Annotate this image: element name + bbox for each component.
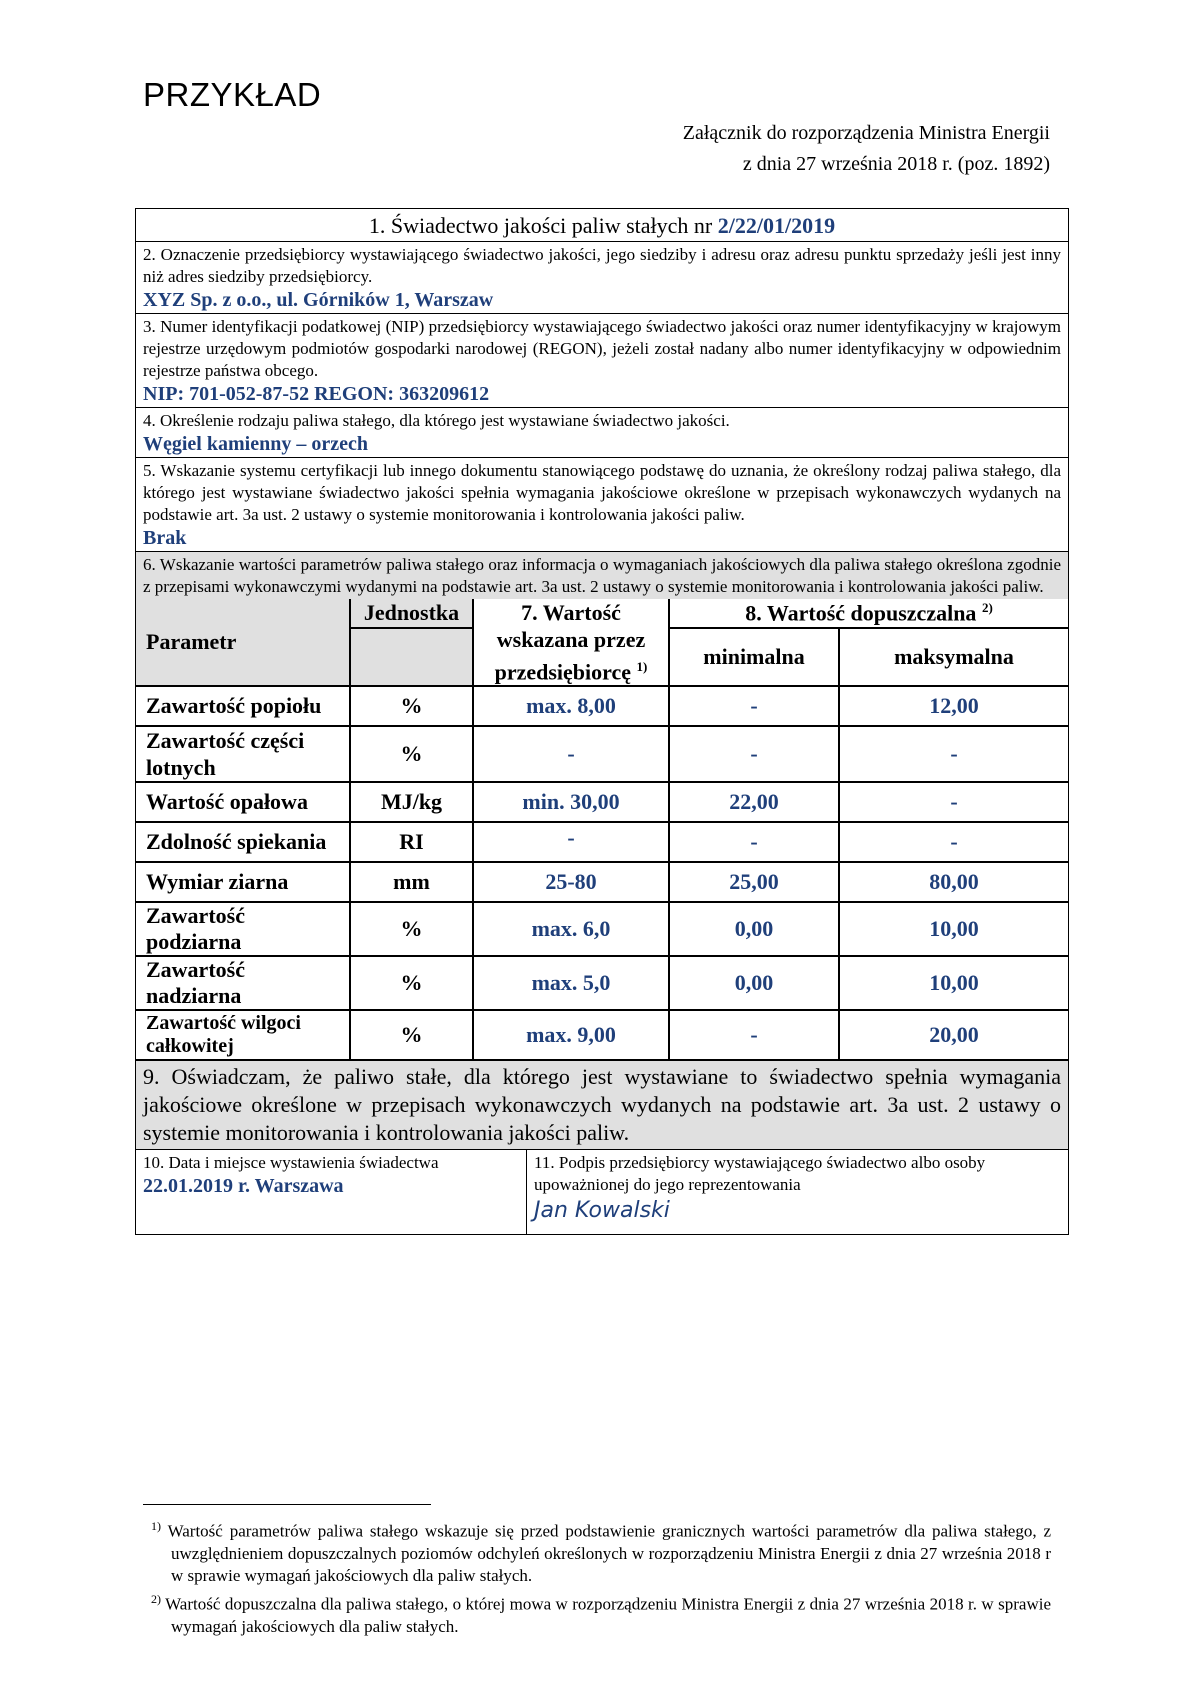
row-param: Zawartość części lotnych xyxy=(136,726,350,782)
row-unit: % xyxy=(350,956,473,1010)
header-parametr: Parametr xyxy=(136,599,350,686)
row-min: - xyxy=(669,726,839,782)
header-maksymalna: maksymalna xyxy=(839,628,1068,686)
footnote-1-text: Wartość parametrów paliwa stałego wskazuje się przed podstawienie granicznych wartości parametrów dla paliwa stałego, z uwzględnieniem dopuszczalnych poziomów odchyleń określonych w rozporządzeniu Ministra Energii z dnia 27 września 2018 r w sprawie wymagań jakościowych dla paliw stałych. xyxy=(167,1521,1051,1585)
header-minimalna: minimalna xyxy=(669,628,839,686)
row-value: max. 9,00 xyxy=(473,1010,669,1060)
section-3-value: NIP: 701-052-87-52 REGON: 363209612 xyxy=(143,383,490,405)
header-jednostka: Jednostka xyxy=(350,599,473,628)
section-9-declaration: 9. Oświadczam, że paliwo stałe, dla którego jest wystawiane to świadectwo spełnia wymagania jakościowe określone w przepisach wykonawczych wydanych na podstawie art. 3a ust. 2 ustawy o systemie monitorowania i kontrolowania jakości paliw. xyxy=(136,1061,1068,1150)
row-value: - xyxy=(473,726,669,782)
section-2-value: XYZ Sp. z o.o., ul. Górników 1, Warszaw xyxy=(143,289,494,311)
section-4 xyxy=(136,408,1068,458)
table-row xyxy=(136,862,1068,902)
section-4-label: 4. Określenie rodzaju paliwa stałego, dla którego jest wystawiane świadectwo jakości. xyxy=(143,411,730,430)
header-wartosc-wskazana-sup: 1) xyxy=(636,659,648,674)
watermark-heading: PRZYKŁAD xyxy=(143,76,322,113)
row-min: 0,00 xyxy=(669,956,839,1010)
annex-line-1: Załącznik do rozporządzenia Ministra Energii xyxy=(682,122,1050,144)
row-param: Wartość opałowa xyxy=(136,782,350,822)
row-unit: RI xyxy=(350,822,473,862)
row-max: 80,00 xyxy=(839,862,1068,902)
certificate-title xyxy=(136,209,1068,242)
footnote-2-text: Wartość dopuszczalna dla paliwa stałego, o której mowa w rozporządzeniu Ministra Energii z dnia 27 września 2018 r. w sprawie wymagań jakościowych dla paliw stałych. xyxy=(165,1594,1051,1636)
table-row xyxy=(136,726,1068,782)
row-min: - xyxy=(669,822,839,862)
row-unit: % xyxy=(350,726,473,782)
table-row xyxy=(136,1010,1068,1060)
row-param: Zawartość podziarna xyxy=(136,902,350,956)
section-11-label: 11. Podpis przedsiębiorcy wystawiającego świadectwo albo osoby upoważnionej do jego reprezentowania xyxy=(534,1153,986,1195)
annex-reference xyxy=(683,118,1050,180)
row-param: Zawartość wilgoci całkowitej xyxy=(136,1010,350,1060)
header-wartosc-dopuszczalna-label: 8. Wartość dopuszczalna xyxy=(745,600,977,626)
section-10-value: 22.01.2019 r. Warszawa xyxy=(143,1175,344,1198)
section-2-label: 2. Oznaczenie przedsiębiorcy wystawiającego świadectwo jakości, jego siedziby i adresu oraz adresu punktu sprzedaży jeśli jest inny niż adres siedziby przedsiębiorcy. xyxy=(143,245,1061,286)
row-min: 0,00 xyxy=(669,902,839,956)
row-param: Zawartość nadziarna xyxy=(136,956,350,1010)
row-param: Wymiar ziarna xyxy=(136,862,350,902)
row-unit: MJ/kg xyxy=(350,782,473,822)
row-max: - xyxy=(839,726,1068,782)
section-4-value: Węgiel kamienny – orzech xyxy=(143,433,368,455)
table-row xyxy=(136,956,1068,1010)
footnote-2 xyxy=(143,1588,1051,1638)
section-2 xyxy=(136,242,1068,314)
row-max: 20,00 xyxy=(839,1010,1068,1060)
row-value: max. 6,0 xyxy=(473,902,669,956)
footnote-2-mark: 2) xyxy=(151,1592,161,1606)
table-row xyxy=(136,782,1068,822)
footnote-separator xyxy=(143,1504,431,1505)
row-max: - xyxy=(839,822,1068,862)
row-param: Zdolność spiekania xyxy=(136,822,350,862)
footnote-1-mark: 1) xyxy=(151,1519,161,1533)
header-wartosc-wskazana xyxy=(473,599,669,686)
section-10-label: 10. Data i miejsce wystawienia świadectwa xyxy=(143,1153,439,1173)
section-5 xyxy=(136,458,1068,552)
table-row xyxy=(136,686,1068,726)
row-max: 10,00 xyxy=(839,902,1068,956)
certificate-form xyxy=(135,208,1069,1235)
row-min: - xyxy=(669,1010,839,1060)
row-unit: % xyxy=(350,1010,473,1060)
row-value: max. 8,00 xyxy=(473,686,669,726)
row-max: 12,00 xyxy=(839,686,1068,726)
table-row xyxy=(136,822,1068,862)
section-6-label: 6. Wskazanie wartości parametrów paliwa stałego oraz informacja o wymaganiach jakościowych dla paliwa stałego określona zgodnie z przepisami wykonawczymi wydanymi na podstawie art. 3a ust. 2 ustawy o systemie monitorowania i kontrolowania jakości paliw. xyxy=(143,555,1061,596)
row-unit: % xyxy=(350,902,473,956)
row-value: 25-80 xyxy=(473,862,669,902)
section-5-value: Brak xyxy=(143,527,187,549)
section-3 xyxy=(136,314,1068,408)
certificate-title-label: 1. Świadectwo jakości paliw stałych nr xyxy=(368,213,713,238)
header-jednostka-empty xyxy=(350,628,473,686)
section-11 xyxy=(527,1150,1068,1234)
section-6 xyxy=(136,552,1068,599)
header-wartosc-dopuszczalna-sup: 2) xyxy=(981,599,993,615)
table-row xyxy=(136,902,1068,956)
row-min: 22,00 xyxy=(669,782,839,822)
signature-row xyxy=(136,1150,1068,1234)
parameters-table xyxy=(136,599,1068,1061)
row-max: 10,00 xyxy=(839,956,1068,1010)
row-value: min. 30,00 xyxy=(473,782,669,822)
signature: Jan Kowalski xyxy=(534,1198,670,1224)
section-5-label: 5. Wskazanie systemu certyfikacji lub innego dokumentu stanowiącego podstawę do uznania, że określony rodzaj paliwa stałego, dla którego jest wystawiane świadectwo jakości spełnia wymagania jakościowe określone w przepisach wykonawczych wydanych na podstawie art. 3a ust. 2 ustawy o systemie monitorowania i kontrolowania jakości paliw. xyxy=(143,461,1061,524)
header-wartosc-dopuszczalna xyxy=(669,599,1068,628)
row-param: Zawartość popiołu xyxy=(136,686,350,726)
row-min: - xyxy=(669,686,839,726)
row-value: - xyxy=(473,822,669,862)
row-max: - xyxy=(839,782,1068,822)
row-value: max. 5,0 xyxy=(473,956,669,1010)
annex-line-2: z dnia 27 września 2018 r. (poz. 1892) xyxy=(742,153,1050,175)
header-wartosc-wskazana-label: 7. Wartość wskazana przez przedsiębiorcę xyxy=(494,600,646,685)
section-10 xyxy=(136,1150,527,1234)
certificate-number: 2/22/01/2019 xyxy=(717,213,836,238)
footnote-1 xyxy=(143,1515,1051,1587)
section-3-label: 3. Numer identyfikacji podatkowej (NIP) przedsiębiorcy wystawiającego świadectwo jakości oraz numer identyfikacyjny w krajowym rejestrze urzędowym podmiotów gospodarki narodowej (REGON), jeżeli został nadany albo numer identyfikacyjny w odpowiednim rejestrze państwa obcego. xyxy=(143,317,1061,380)
row-unit: % xyxy=(350,686,473,726)
row-min: 25,00 xyxy=(669,862,839,902)
row-unit: mm xyxy=(350,862,473,902)
